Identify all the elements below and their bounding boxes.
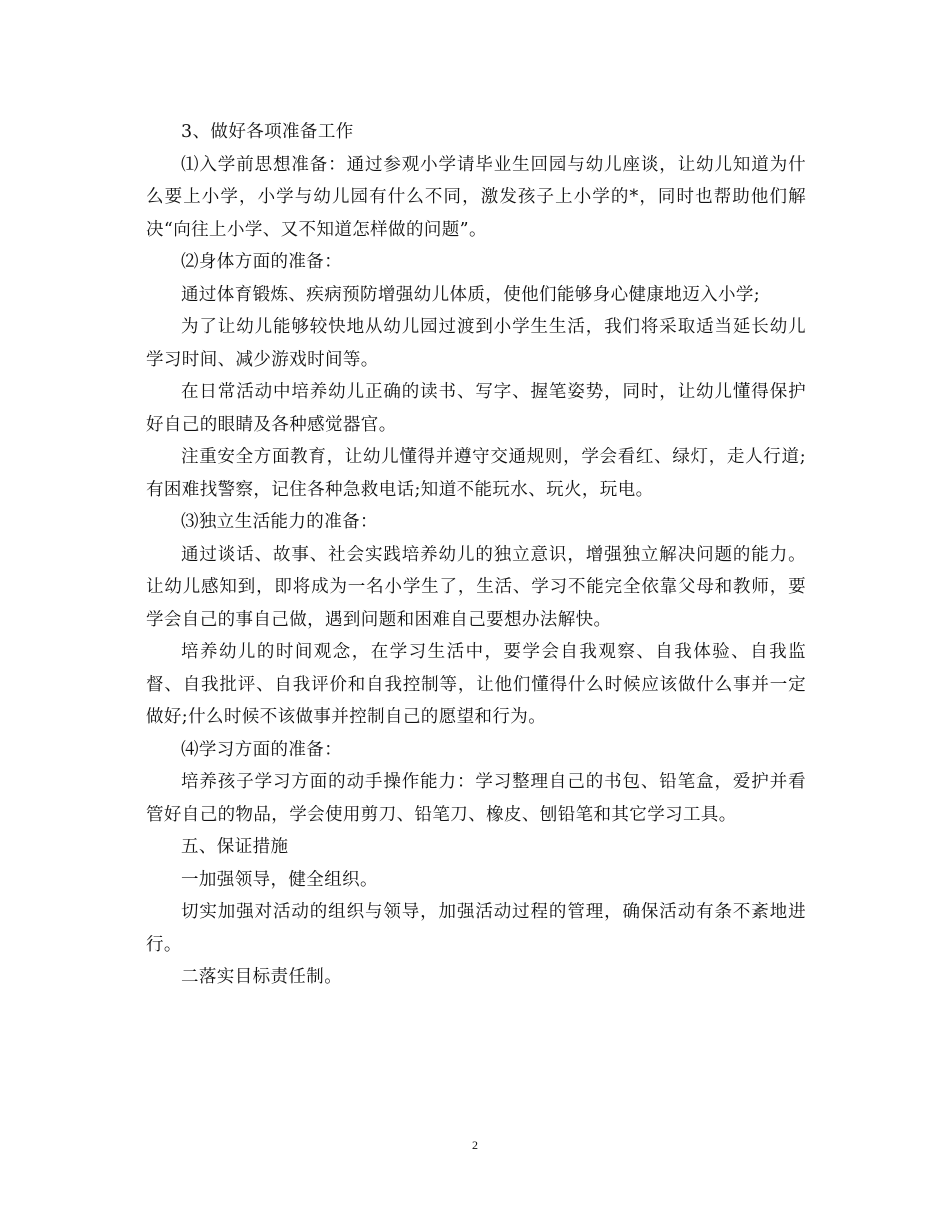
paragraph: 通过谈话、故事、社会实践培养幼儿的独立意识，增强独立解决问题的能力。让幼儿感知到，即将成为一名小学生了，生活、学习不能完全依靠父母和教师，要学会自己的事自己做，遇到问题和困难自己要想办法解快。 <box>146 544 806 630</box>
paragraph: 通过体育锻炼、疾病预防增强幼儿体质，使他们能够身心健康地迈入小学; <box>181 284 761 305</box>
subsection-heading: ⑷学习方面的准备： <box>181 739 343 760</box>
paragraph: 在日常活动中培养幼儿正确的读书、写字、握笔姿势，同时，让幼儿懂得保护好自己的眼睛及各种感觉器官。 <box>146 382 806 435</box>
paragraph: 切实加强对活动的组织与领导，加强活动过程的管理，确保活动有条不紊地进行。 <box>146 902 806 955</box>
document-body <box>146 116 806 994</box>
subsection-heading: ⑶独立生活能力的准备： <box>181 512 378 532</box>
subsection-heading: 一加强领导，健全组织。 <box>181 869 378 890</box>
section-heading: 五、保证措施 <box>181 837 289 857</box>
page-number: 2 <box>472 1138 478 1152</box>
paragraph: ⑴入学前思想准备：通过参观小学请毕业生回园与幼儿座谈，让幼儿知道为什么要上小学，小学与幼儿园有什么不同，激发孩子上小学的*，同时也帮助他们解决“向往上小学、又不知道怎样做的问题”。 <box>146 154 806 240</box>
paragraph: 为了让幼儿能够较快地从幼儿园过渡到小学生生活，我们将采取适当延长幼儿学习时间、减少游戏时间等。 <box>146 317 806 370</box>
paragraph: 培养孩子学习方面的动手操作能力：学习整理自己的书包、铅笔盒，爱护并看管好自己的物品，学会使用剪刀、铅笔刀、橡皮、刨铅笔和其它学习工具。 <box>146 772 806 825</box>
paragraph: 注重安全方面教育，让幼儿懂得并遵守交通规则，学会看红、绿灯，走人行道;有困难找警察，记住各种急救电话;知道不能玩水、玩火，玩电。 <box>146 447 806 500</box>
paragraph: 培养幼儿的时间观念，在学习生活中，要学会自我观察、自我体验、自我监督、自我批评、自我评价和自我控制等，让他们懂得什么时候应该做什么事并一定做好;什么时候不该做事并控制自己的愿望和行为。 <box>146 642 806 727</box>
subsection-heading: ⑵身体方面的准备： <box>181 252 343 272</box>
subsection-heading: 二落实目标责任制。 <box>181 967 343 987</box>
section-heading: 3、做好各项准备工作 <box>181 122 354 142</box>
